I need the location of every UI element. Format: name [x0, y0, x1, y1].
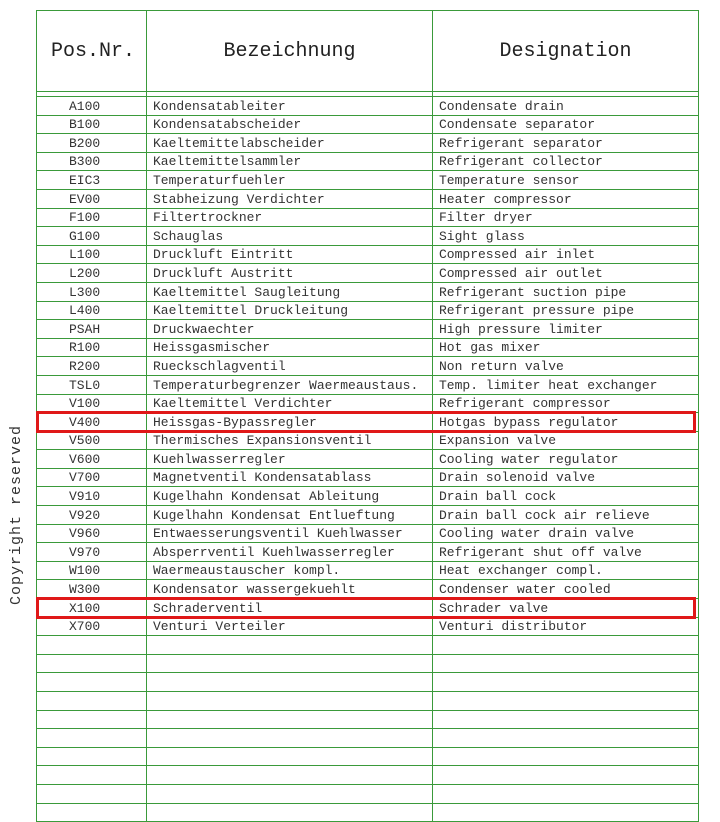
- designation-cell: [433, 636, 699, 655]
- bezeichnung-cell: [147, 766, 433, 785]
- pos-cell: R200: [37, 357, 147, 376]
- bezeichnung-cell: Schauglas: [147, 227, 433, 246]
- table-row: [37, 654, 699, 673]
- designation-cell: Hot gas mixer: [433, 338, 699, 357]
- designation-cell: [433, 710, 699, 729]
- pos-cell: G100: [37, 227, 147, 246]
- designation-cell: Condenser water cooled: [433, 580, 699, 599]
- designation-cell: Drain ball cock air relieve: [433, 506, 699, 525]
- designation-cell: [433, 729, 699, 748]
- designation-cell: Compressed air inlet: [433, 245, 699, 264]
- pos-cell: EV00: [37, 189, 147, 208]
- table-row: [37, 152, 699, 171]
- pos-cell: X100: [37, 599, 147, 618]
- bezeichnung-cell: Heissgasmischer: [147, 338, 433, 357]
- pos-cell: L100: [37, 245, 147, 264]
- pos-cell: [37, 636, 147, 655]
- designation-cell: Refrigerant suction pipe: [433, 282, 699, 301]
- table-row: [37, 227, 699, 246]
- bezeichnung-cell: Druckluft Eintritt: [147, 245, 433, 264]
- designation-cell: [433, 784, 699, 803]
- table-row: [37, 282, 699, 301]
- designation-cell: High pressure limiter: [433, 320, 699, 339]
- designation-cell: Venturi distributor: [433, 617, 699, 636]
- table-row: [37, 784, 699, 803]
- bezeichnung-cell: [147, 803, 433, 822]
- bezeichnung-cell: Magnetventil Kondensatablass: [147, 468, 433, 487]
- bezeichnung-cell: Kaeltemittel Druckleitung: [147, 301, 433, 320]
- designation-cell: Refrigerant collector: [433, 152, 699, 171]
- parts-list-sheet: [36, 10, 698, 799]
- bezeichnung-cell: Heissgas-Bypassregler: [147, 413, 433, 432]
- table-row: [37, 338, 699, 357]
- table-row: [37, 208, 699, 227]
- table-row: [37, 245, 699, 264]
- designation-cell: Compressed air outlet: [433, 264, 699, 283]
- pos-cell: B100: [37, 115, 147, 134]
- bezeichnung-cell: Kondensatabscheider: [147, 115, 433, 134]
- header-pos: Pos.Nr.: [37, 11, 147, 92]
- designation-cell: Drain solenoid valve: [433, 468, 699, 487]
- pos-cell: F100: [37, 208, 147, 227]
- pos-cell: V500: [37, 431, 147, 450]
- bezeichnung-cell: Stabheizung Verdichter: [147, 189, 433, 208]
- pos-cell: X700: [37, 617, 147, 636]
- pos-cell: EIC3: [37, 171, 147, 190]
- bezeichnung-cell: Kaeltemittelsammler: [147, 152, 433, 171]
- table-row: [37, 524, 699, 543]
- designation-cell: Refrigerant shut off valve: [433, 543, 699, 562]
- pos-cell: W300: [37, 580, 147, 599]
- bezeichnung-cell: Kaeltemittel Verdichter: [147, 394, 433, 413]
- designation-cell: Schrader valve: [433, 599, 699, 618]
- designation-cell: Sight glass: [433, 227, 699, 246]
- bezeichnung-cell: [147, 784, 433, 803]
- table-row: [37, 543, 699, 562]
- copyright-note: Copyright reserved: [8, 424, 25, 605]
- table-row: [37, 97, 699, 116]
- table-row: [37, 394, 699, 413]
- pos-cell: L300: [37, 282, 147, 301]
- pos-cell: L400: [37, 301, 147, 320]
- bezeichnung-cell: Kugelhahn Kondensat Entlueftung: [147, 506, 433, 525]
- table-row: [37, 487, 699, 506]
- pos-cell: [37, 784, 147, 803]
- bezeichnung-cell: [147, 654, 433, 673]
- bezeichnung-cell: [147, 710, 433, 729]
- bezeichnung-cell: Schraderventil: [147, 599, 433, 618]
- pos-cell: TSL0: [37, 375, 147, 394]
- table-row: [37, 692, 699, 711]
- designation-cell: Temperature sensor: [433, 171, 699, 190]
- pos-cell: A100: [37, 97, 147, 116]
- designation-cell: Cooling water drain valve: [433, 524, 699, 543]
- bezeichnung-cell: Venturi Verteiler: [147, 617, 433, 636]
- designation-cell: Temp. limiter heat exchanger: [433, 375, 699, 394]
- bezeichnung-cell: Kuehlwasserregler: [147, 450, 433, 469]
- designation-cell: Non return valve: [433, 357, 699, 376]
- pos-cell: V960: [37, 524, 147, 543]
- bezeichnung-cell: Entwaesserungsventil Kuehlwasser: [147, 524, 433, 543]
- table-row: [37, 636, 699, 655]
- table-row: [37, 189, 699, 208]
- bezeichnung-cell: Kondensator wassergekuehlt: [147, 580, 433, 599]
- header-bezeichnung: Bezeichnung: [147, 11, 433, 92]
- bezeichnung-cell: [147, 692, 433, 711]
- designation-cell: [433, 803, 699, 822]
- table-row: [37, 710, 699, 729]
- pos-cell: [37, 803, 147, 822]
- pos-cell: V970: [37, 543, 147, 562]
- designation-cell: [433, 766, 699, 785]
- bezeichnung-cell: [147, 747, 433, 766]
- table-row: [37, 375, 699, 394]
- table-body: [37, 92, 699, 822]
- table-row: [37, 729, 699, 748]
- bezeichnung-cell: Rueckschlagventil: [147, 357, 433, 376]
- table-row: [37, 357, 699, 376]
- pos-cell: [37, 766, 147, 785]
- bezeichnung-cell: Druckwaechter: [147, 320, 433, 339]
- header-row: [37, 11, 699, 92]
- designation-cell: Drain ball cock: [433, 487, 699, 506]
- pos-cell: V100: [37, 394, 147, 413]
- pos-cell: V920: [37, 506, 147, 525]
- table-row: [37, 320, 699, 339]
- table-row: [37, 561, 699, 580]
- bezeichnung-cell: Absperrventil Kuehlwasserregler: [147, 543, 433, 562]
- bezeichnung-cell: Kaeltemittelabscheider: [147, 134, 433, 153]
- pos-cell: V910: [37, 487, 147, 506]
- table-row: [37, 301, 699, 320]
- table-row: [37, 506, 699, 525]
- table-row: [37, 115, 699, 134]
- table-row: [37, 803, 699, 822]
- table-row: [37, 171, 699, 190]
- table-row: [37, 766, 699, 785]
- designation-cell: Filter dryer: [433, 208, 699, 227]
- table-row: [37, 617, 699, 636]
- designation-cell: Condensate drain: [433, 97, 699, 116]
- designation-cell: Cooling water regulator: [433, 450, 699, 469]
- designation-cell: Hotgas bypass regulator: [433, 413, 699, 432]
- pos-cell: B200: [37, 134, 147, 153]
- bezeichnung-cell: [147, 673, 433, 692]
- designation-cell: Heater compressor: [433, 189, 699, 208]
- table-row: [37, 134, 699, 153]
- designation-cell: Condensate separator: [433, 115, 699, 134]
- bezeichnung-cell: Kaeltemittel Saugleitung: [147, 282, 433, 301]
- bezeichnung-cell: [147, 729, 433, 748]
- parts-table: [36, 10, 699, 822]
- bezeichnung-cell: Thermisches Expansionsventil: [147, 431, 433, 450]
- designation-cell: [433, 747, 699, 766]
- bezeichnung-cell: Kugelhahn Kondensat Ableitung: [147, 487, 433, 506]
- pos-cell: [37, 747, 147, 766]
- designation-cell: Refrigerant pressure pipe: [433, 301, 699, 320]
- table-row: [37, 580, 699, 599]
- pos-cell: R100: [37, 338, 147, 357]
- table-row: [37, 413, 699, 432]
- bezeichnung-cell: Kondensatableiter: [147, 97, 433, 116]
- table-row: [37, 747, 699, 766]
- table-row: [37, 431, 699, 450]
- bezeichnung-cell: Druckluft Austritt: [147, 264, 433, 283]
- pos-cell: V400: [37, 413, 147, 432]
- bezeichnung-cell: [147, 636, 433, 655]
- designation-cell: [433, 673, 699, 692]
- bezeichnung-cell: Temperaturbegrenzer Waermeaustaus.: [147, 375, 433, 394]
- designation-cell: [433, 692, 699, 711]
- pos-cell: [37, 729, 147, 748]
- bezeichnung-cell: Temperaturfuehler: [147, 171, 433, 190]
- designation-cell: Refrigerant compressor: [433, 394, 699, 413]
- designation-cell: Expansion valve: [433, 431, 699, 450]
- table-row: [37, 673, 699, 692]
- pos-cell: [37, 692, 147, 711]
- pos-cell: [37, 654, 147, 673]
- pos-cell: PSAH: [37, 320, 147, 339]
- designation-cell: [433, 654, 699, 673]
- table-row: [37, 264, 699, 283]
- pos-cell: L200: [37, 264, 147, 283]
- table-row: [37, 450, 699, 469]
- bezeichnung-cell: Filtertrockner: [147, 208, 433, 227]
- pos-cell: [37, 673, 147, 692]
- header-designation: Designation: [433, 11, 699, 92]
- pos-cell: V700: [37, 468, 147, 487]
- designation-cell: Heat exchanger compl.: [433, 561, 699, 580]
- pos-cell: W100: [37, 561, 147, 580]
- pos-cell: B300: [37, 152, 147, 171]
- table-row: [37, 468, 699, 487]
- pos-cell: [37, 710, 147, 729]
- table-row: [37, 599, 699, 618]
- pos-cell: V600: [37, 450, 147, 469]
- designation-cell: Refrigerant separator: [433, 134, 699, 153]
- bezeichnung-cell: Waermeaustauscher kompl.: [147, 561, 433, 580]
